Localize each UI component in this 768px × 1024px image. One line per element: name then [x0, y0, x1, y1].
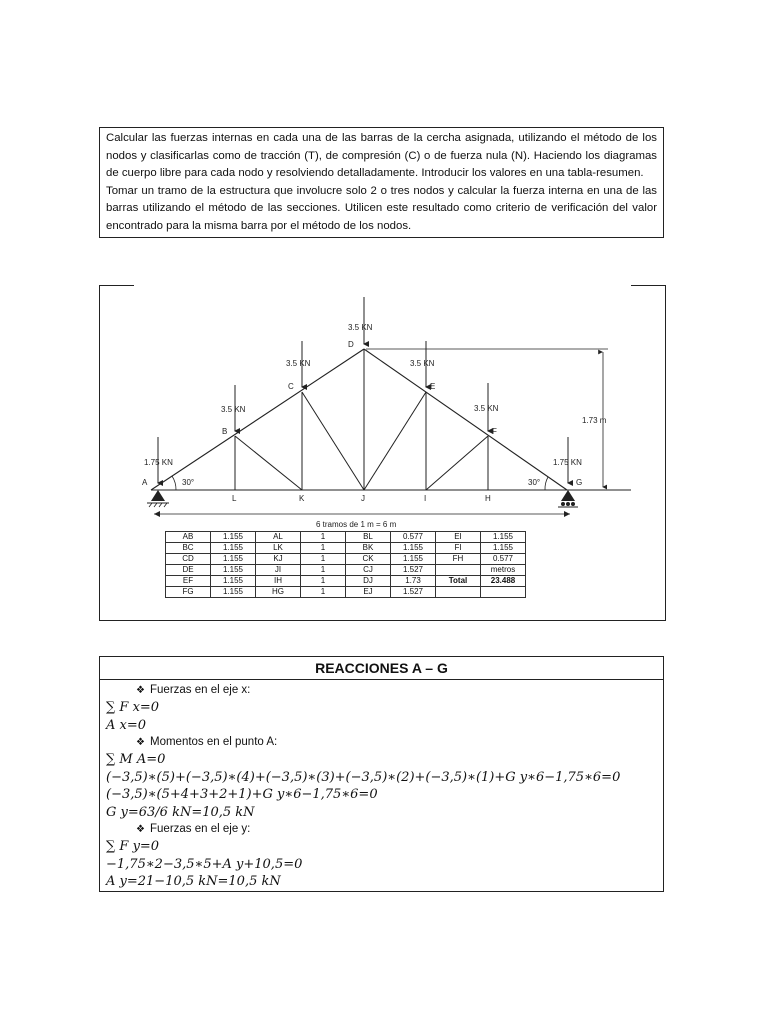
load-label-D: 3.5 KN: [348, 323, 373, 332]
table-row: [166, 543, 526, 554]
span-arrow-right: [564, 511, 570, 517]
angle-arc-right: [545, 477, 548, 490]
bar-length-table: [165, 531, 526, 598]
table-cell: CK: [346, 554, 391, 565]
table-cell: 1.73: [391, 576, 436, 587]
bullet-forces-y: [106, 821, 657, 838]
table-cell: JI: [256, 565, 301, 576]
table-cell: FI: [436, 543, 481, 554]
table-cell: 1: [301, 587, 346, 598]
equation-ax: A x=0: [106, 717, 147, 733]
equation-ay: A y=21−10,5 kN=10,5 kN: [106, 874, 281, 889]
table-cell: IH: [256, 576, 301, 587]
bar-BK: [235, 436, 302, 490]
table-cell: 1.155: [211, 576, 256, 587]
equation-gy: G y=63/6 kN=10,5 kN: [106, 804, 255, 820]
height-dimension-label: 1.73 m: [582, 416, 607, 425]
table-cell: 1.155: [391, 543, 436, 554]
node-label-B: B: [222, 427, 228, 436]
table-cell: EJ: [346, 587, 391, 598]
table-cell: 1.155: [211, 565, 256, 576]
table-cell: BC: [166, 543, 211, 554]
node-label-H: H: [485, 494, 491, 503]
table-cell: [481, 587, 526, 598]
statement-paragraph-2: Tomar un tramo de la estructura que involucre solo 2 o tres nodos y calcular la fuerza interna en una de las barras utilizando el método de las secciones. Utilicen este resultado como criterio de verificación del valor encontrado para la misma barra por el método de los nodos.: [106, 184, 657, 232]
equation-sum-fx: ∑ F x=0: [106, 700, 160, 715]
load-label-E: 3.5 KN: [410, 359, 435, 368]
problem-statement: [99, 127, 664, 238]
angle-label-right: 30°: [528, 478, 541, 487]
table-cell: EI: [436, 532, 481, 543]
table-cell: DE: [166, 565, 211, 576]
table-row: [166, 576, 526, 587]
node-label-C: C: [288, 382, 294, 391]
node-label-E: E: [430, 382, 436, 391]
node-label-L: L: [232, 494, 237, 503]
table-cell: 1.155: [211, 532, 256, 543]
equation-moments-expanded: (−3,5)∗(5)+(−3,5)∗(4)+(−3,5)∗(3)+(−3,5)∗(2)+(−3,5)∗(1)+G y∗6−1,75∗6=0: [106, 769, 621, 785]
table-cell: 1: [301, 565, 346, 576]
diamond-bullet-icon: ❖: [136, 824, 145, 835]
table-cell: [436, 587, 481, 598]
node-label-I: I: [424, 494, 427, 503]
reactions-section: [99, 656, 664, 892]
table-cell: FG: [166, 587, 211, 598]
roller-wheel-1: [561, 502, 565, 506]
equation-moments-grouped: (−3,5)∗(5+4+3+2+1)+G y∗6−1,75∗6=0: [106, 787, 378, 802]
bullet-forces-x: [106, 682, 657, 699]
table-cell: 1.155: [481, 543, 526, 554]
span-dimension-label: 6 tramos de 1 m = 6 m: [316, 520, 397, 529]
table-cell: Total: [436, 576, 481, 587]
node-label-G: G: [576, 478, 583, 487]
bar-EJ: [364, 392, 426, 490]
table-cell: FH: [436, 554, 481, 565]
table-cell: CD: [166, 554, 211, 565]
reactions-title: REACCIONES A – G: [100, 657, 663, 680]
diamond-bullet-icon: ❖: [136, 737, 145, 748]
bullet-forces-y-text: Fuerzas en el eje y:: [150, 823, 251, 835]
truss-figure: [99, 285, 666, 621]
node-label-K: K: [299, 494, 305, 503]
table-cell: 1.155: [391, 554, 436, 565]
table-row: [166, 532, 526, 543]
span-arrow-left: [154, 511, 160, 517]
table-cell: 1.155: [481, 532, 526, 543]
table-cell: 1.527: [391, 565, 436, 576]
table-cell: BL: [346, 532, 391, 543]
table-cell: 0.577: [481, 554, 526, 565]
load-label-C: 3.5 KN: [286, 359, 311, 368]
equation-sum-fy: ∑ F y=0: [106, 839, 160, 854]
table-cell: 1.155: [211, 554, 256, 565]
roller-wheel-2: [566, 502, 570, 506]
table-cell: 23.488: [481, 576, 526, 587]
table-cell: 1.155: [211, 543, 256, 554]
table-cell: 1: [301, 576, 346, 587]
angle-label-left: 30°: [182, 478, 195, 487]
load-label-G: 1.75 KN: [553, 458, 582, 467]
table-cell: HG: [256, 587, 301, 598]
equation-fy-expanded: −1,75∗2−3,5∗5+A y+10,5=0: [106, 856, 303, 872]
table-row: [166, 554, 526, 565]
table-cell: BK: [346, 543, 391, 554]
table-cell: 1: [301, 532, 346, 543]
load-label-F: 3.5 KN: [474, 404, 499, 413]
ground-hatch-marks-A: [149, 503, 167, 507]
equation-sum-ma: ∑ M A=0: [106, 752, 166, 767]
roller-wheel-3: [571, 502, 575, 506]
table-cell: 1.155: [211, 587, 256, 598]
table-cell: EF: [166, 576, 211, 587]
table-cell: 1: [301, 543, 346, 554]
table-cell: AL: [256, 532, 301, 543]
diamond-bullet-icon: ❖: [136, 685, 145, 696]
table-cell: CJ: [346, 565, 391, 576]
bar-top-chord-left: [151, 349, 364, 490]
roller-support-G: [561, 490, 575, 501]
bullet-moments-a: [106, 734, 657, 751]
table-cell: LK: [256, 543, 301, 554]
node-label-F: F: [492, 427, 497, 436]
table-cell: 1: [301, 554, 346, 565]
node-label-A: A: [142, 478, 148, 487]
load-label-B: 3.5 KN: [221, 405, 246, 414]
bar-top-chord-right: [364, 349, 567, 490]
statement-paragraph-1: Calcular las fuerzas internas en cada una de las barras de la cercha asignada, utilizando el método de los nodos y clasificarlas como de tracción (T), de compresión (C) o de fuerza nula (N). Haciendo los diagramas de cuerpo libre para cada nodo y resolviendo detalladamente. Introducir los valores en una tabla-resumen.: [106, 132, 657, 179]
pin-support-A: [151, 490, 165, 501]
table-row: [166, 587, 526, 598]
angle-arc-left: [172, 476, 176, 490]
table-cell: [436, 565, 481, 576]
bullet-forces-x-text: Fuerzas en el eje x:: [150, 684, 251, 696]
table-cell: 1.527: [391, 587, 436, 598]
bar-FI: [426, 436, 488, 490]
bar-CJ: [302, 392, 364, 490]
table-cell: DJ: [346, 576, 391, 587]
table-cell: 0.577: [391, 532, 436, 543]
load-label-A: 1.75 KN: [144, 458, 173, 467]
table-row: [166, 565, 526, 576]
table-cell: metros: [481, 565, 526, 576]
table-cell: AB: [166, 532, 211, 543]
truss-diagram: [100, 285, 665, 530]
table-cell: KJ: [256, 554, 301, 565]
bullet-moments-a-text: Momentos en el punto A:: [150, 736, 278, 748]
node-label-J: J: [361, 494, 365, 503]
node-label-D: D: [348, 340, 354, 349]
